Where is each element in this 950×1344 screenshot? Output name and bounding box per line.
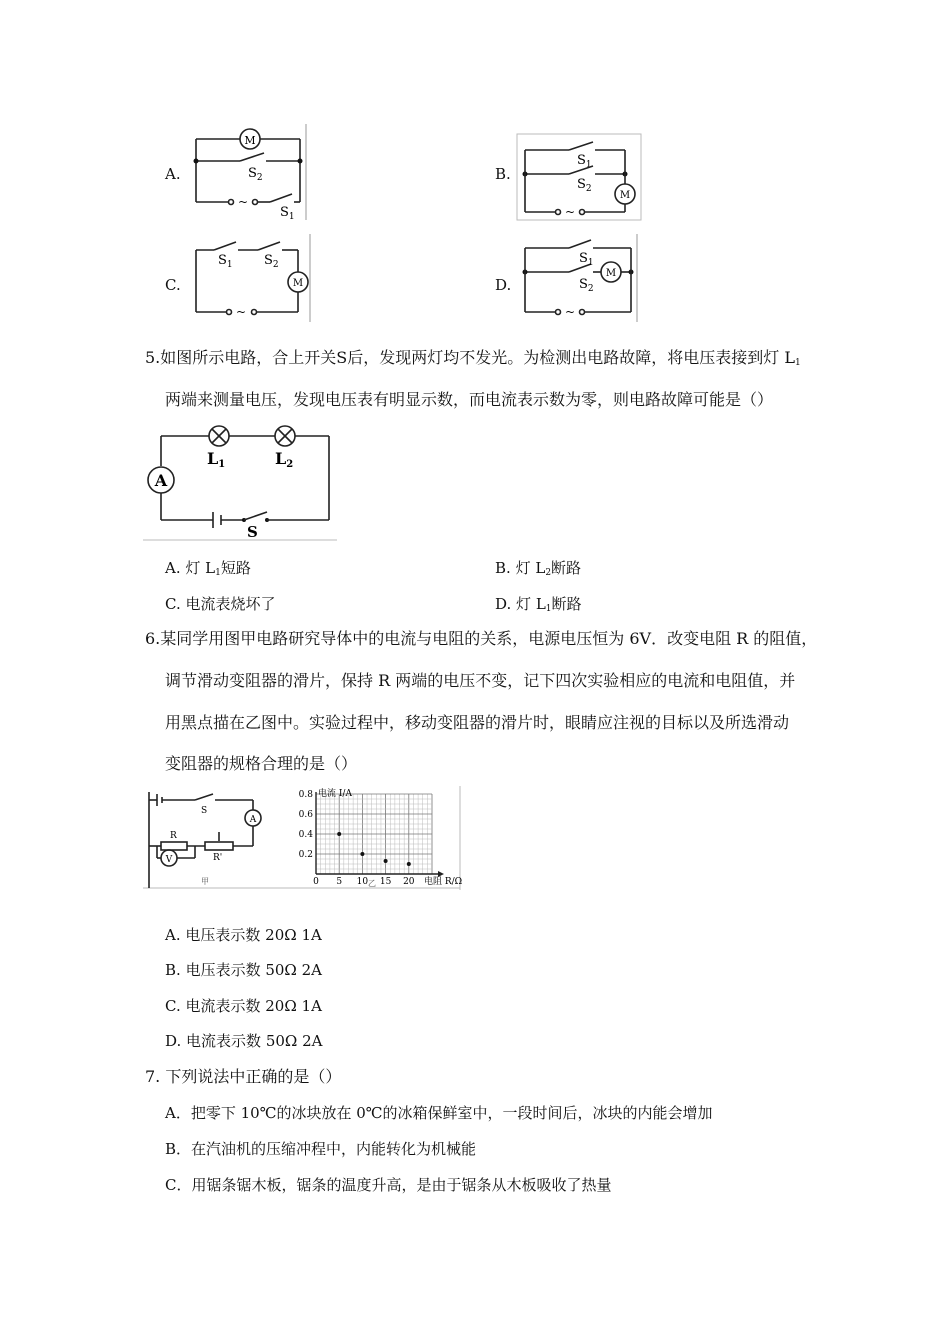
- q5-stem-sub: 1: [794, 358, 801, 368]
- q5-option-a: A. 灯 $L_1$短路: [165, 559, 251, 578]
- data-point: [360, 852, 364, 856]
- q4-option-d-letter: D.: [495, 276, 512, 294]
- resistor-label: R: [170, 831, 177, 841]
- s1-label: $S_1$: [579, 251, 594, 268]
- q4-option-d-circuit: [515, 234, 641, 322]
- q6-stem-line-1: 6.某同学用图甲电路研究导体中的电流与电阻的关系，电源电压恒为 6V．改变电阻 R 的阻值，: [145, 629, 818, 648]
- x-tick-label: 20: [403, 877, 415, 887]
- x-tick-label: 5: [336, 877, 343, 887]
- q4-option-b-circuit: [515, 134, 645, 220]
- motor-label: M: [292, 278, 304, 289]
- switch-label: S: [247, 523, 258, 541]
- s2-label: $S_2$: [577, 177, 592, 194]
- figure-caption-jia: 甲: [201, 877, 209, 886]
- data-point: [384, 859, 388, 863]
- x-axis-label: 电阻 R/Ω: [424, 877, 463, 887]
- q5-stem-line-2: 两端来测量电压，发现电压表有明显示数，而电流表示数为零，则电路故障可能是（）: [165, 390, 774, 409]
- y-tick-label: 0.4: [298, 830, 313, 840]
- motor-label: M: [619, 190, 631, 201]
- q5-stem-line-1: [145, 348, 801, 373]
- q5-option-d: D. 灯 $L_1$断路: [495, 595, 582, 614]
- chart-grid: [316, 794, 432, 874]
- rheostat-label: R': [213, 853, 223, 863]
- q6-figure-jia-circuit: [143, 788, 293, 890]
- s2-label: $S_2$: [264, 253, 279, 270]
- q7-stem: 7. 下列说法中正确的是（）: [145, 1067, 342, 1086]
- q5-option-b: B. 灯 $L_2$断路: [495, 559, 582, 578]
- motor-label: M: [244, 134, 256, 147]
- data-point: [407, 862, 411, 866]
- q4-option-b-letter: B.: [495, 165, 511, 183]
- q6-stem-line-2: 调节滑动变阻器的滑片，保持 R 两端的电压不变，记下四次实验相应的电流和电阻值，并: [165, 671, 796, 690]
- q6-stem-line-4: 变阻器的规格合理的是（）: [165, 754, 358, 773]
- q4-option-c-circuit: [188, 234, 314, 322]
- y-tick-label: 0.6: [298, 810, 313, 820]
- x-tick-label: 15: [379, 877, 392, 887]
- q5-option-c: C. 电流表烧坏了: [165, 595, 276, 613]
- q5-circuit-figure: [143, 424, 337, 542]
- s1-label: $S_1$: [280, 205, 295, 222]
- x-tick-label: 0: [313, 877, 319, 887]
- plug-label: ~: [236, 305, 247, 319]
- q4-option-a-letter: A.: [165, 165, 181, 183]
- q6-option-d: D. 电流表示数 50Ω 2A: [165, 1032, 323, 1050]
- q7-option-a: A．把零下 10℃的冰块放在 0℃的冰箱保鲜室中，一段时间后，冰块的内能会增加: [165, 1104, 713, 1122]
- y-tick-label: 0.8: [298, 790, 313, 800]
- s2-label: $S_2$: [248, 166, 263, 183]
- s2-label: $S_2$: [579, 277, 594, 294]
- y-axis-label: 电流 I/A: [318, 789, 352, 799]
- ammeter-label: A: [154, 471, 168, 490]
- s1-label: $S_1$: [218, 253, 233, 270]
- switch-label: S: [201, 806, 208, 816]
- plug-label: ~: [565, 305, 576, 319]
- q6-stem-line-3: 用黑点描在乙图中。实验过程中，移动变阻器的滑片时，眼睛应注视的目标以及所选滑动: [165, 713, 790, 732]
- q4-option-a-circuit: [188, 124, 310, 220]
- q5-number: 5.: [145, 348, 161, 367]
- y-tick-label: 0.2: [298, 850, 313, 860]
- q7-number: 7.: [145, 1067, 161, 1086]
- s1-label: $S_1$: [577, 153, 592, 170]
- q7-option-b: B．在汽油机的压缩冲程中，内能转化为机械能: [165, 1140, 477, 1158]
- q6-option-c: C. 电流表示数 20Ω 1A: [165, 997, 322, 1015]
- voltmeter-label: V: [165, 855, 173, 865]
- q7-option-c: C．用锯条锯木板，锯条的温度升高，是由于锯条从木板吸收了热量: [165, 1176, 612, 1194]
- q6-option-b: B. 电压表示数 50Ω 2A: [165, 961, 323, 979]
- chart-caption: 乙: [368, 879, 376, 888]
- motor-label: M: [605, 268, 617, 279]
- ammeter-label: A: [249, 815, 257, 825]
- plug-label: ~: [238, 195, 249, 209]
- plug-label: ~: [565, 205, 576, 219]
- q6-option-a: A. 电压表示数 20Ω 1A: [165, 926, 322, 944]
- data-point: [337, 832, 341, 836]
- x-tick-label: 10: [356, 877, 369, 887]
- q4-option-c-letter: C.: [165, 276, 181, 294]
- lamp2-label: L2: [275, 449, 294, 470]
- q6-number: 6.: [145, 629, 161, 648]
- lamp1-label: L1: [207, 449, 226, 470]
- q5-stem-text-1: 如图所示电路，合上开关S后，发现两灯均不发光。为检测出电路故障，将电压表接到灯 L: [160, 348, 795, 367]
- q6-figure-yi-chart: [292, 786, 462, 890]
